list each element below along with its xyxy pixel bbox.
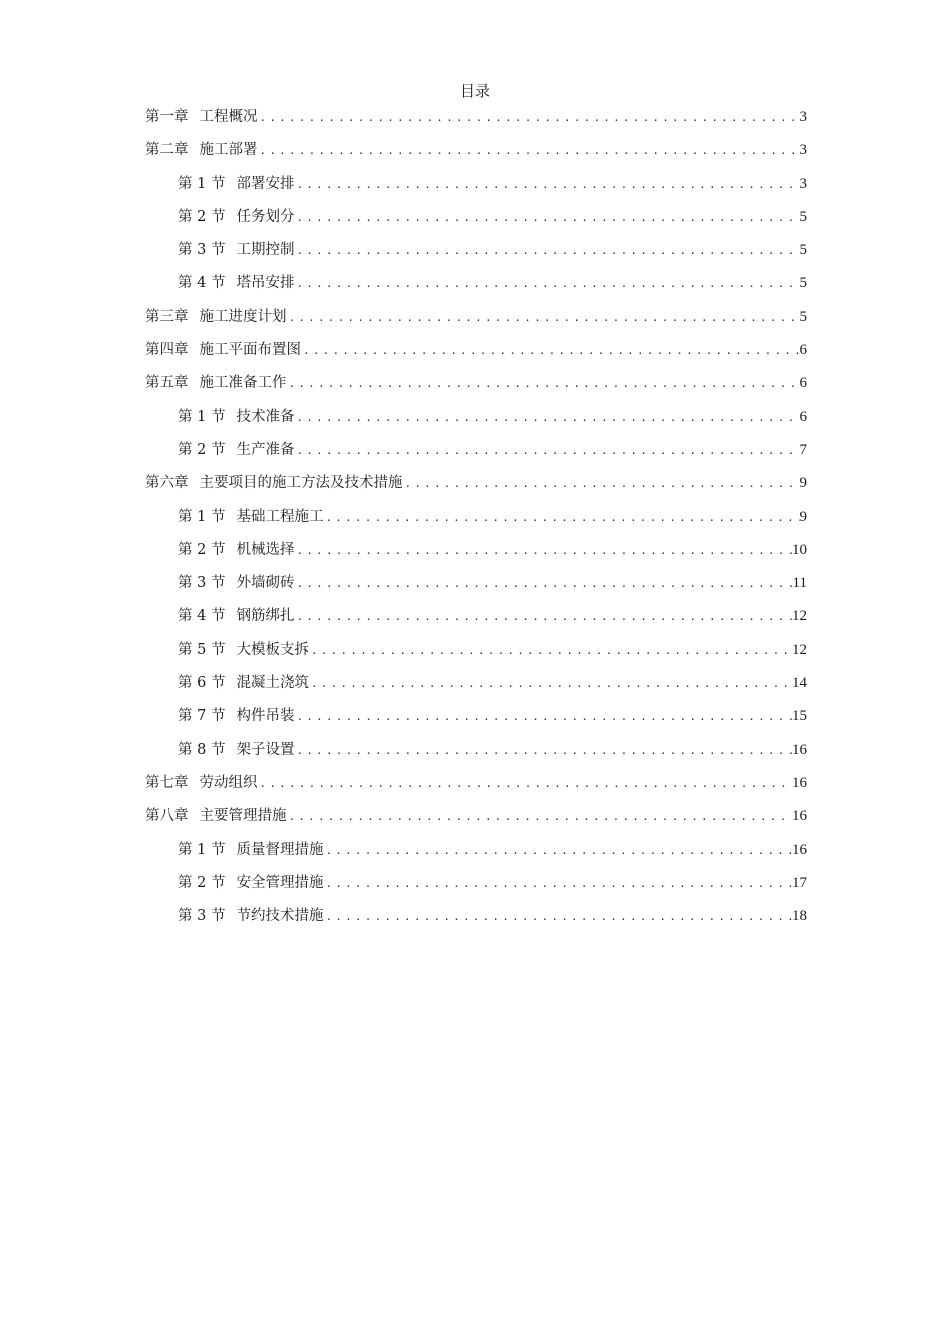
toc-page-number: 11 <box>792 575 807 592</box>
toc-entry-label: 工程概况 <box>199 109 258 125</box>
toc-entry-label: 工期控制 <box>236 242 295 259</box>
toc-section-entry[interactable] <box>145 405 807 438</box>
toc-chapter-entry[interactable] <box>145 371 807 404</box>
toc-page-number: 14 <box>792 675 807 692</box>
toc-entry-label: 主要管理措施 <box>199 808 287 825</box>
toc-entry-label: 主要项目的施工方法及技术措施 <box>199 475 403 492</box>
toc-dot-leader <box>294 571 792 596</box>
toc-dot-leader <box>287 371 800 396</box>
toc-page-number: 3 <box>799 142 807 159</box>
toc-chapter-entry[interactable] <box>145 771 807 804</box>
toc-page-number: 5 <box>799 308 807 325</box>
toc-entry-number: 第 5 节 <box>178 641 226 658</box>
toc-entry-number: 第 2 节 <box>178 208 226 225</box>
toc-dot-leader <box>309 638 792 663</box>
toc-section-entry[interactable] <box>145 738 807 771</box>
toc-entry-label: 质量督理措施 <box>236 841 324 858</box>
toc-dot-leader <box>309 671 792 696</box>
toc-entry-label: 安全管理措施 <box>236 874 324 891</box>
toc-dot-leader <box>287 305 800 330</box>
toc-page-number: 17 <box>792 874 807 891</box>
toc-dot-leader <box>294 405 799 430</box>
toc-entry-number: 第 1 节 <box>178 841 226 858</box>
toc-entry-number: 第 3 节 <box>178 908 226 925</box>
toc-entry-number: 第五章 <box>145 375 189 392</box>
toc-entry-label: 混凝土浇筑 <box>236 675 309 692</box>
toc-title: 目录 <box>459 82 490 100</box>
toc-entry-number: 第一章 <box>145 109 189 125</box>
toc-section-entry[interactable] <box>145 704 807 737</box>
toc-page-number: 10 <box>792 541 807 558</box>
toc-entry-label: 劳动组织 <box>199 774 258 791</box>
toc-entry-number: 第四章 <box>145 342 189 359</box>
toc-dot-leader <box>294 205 799 230</box>
table-of-contents <box>145 105 807 937</box>
toc-entry-label: 技术准备 <box>236 408 295 425</box>
toc-entry-label: 构件吊装 <box>236 708 295 725</box>
toc-dot-leader <box>323 871 792 896</box>
toc-entry-label: 节约技术措施 <box>236 908 324 925</box>
toc-dot-leader <box>301 338 800 363</box>
toc-page-number: 6 <box>799 342 807 359</box>
toc-dot-leader <box>294 538 792 563</box>
toc-dot-leader <box>294 172 799 197</box>
toc-entry-label: 生产准备 <box>236 441 295 458</box>
toc-dot-leader <box>294 604 792 629</box>
toc-entry-number: 第 3 节 <box>178 242 226 259</box>
toc-dot-leader <box>294 704 792 729</box>
toc-section-entry[interactable] <box>145 172 807 205</box>
toc-section-entry[interactable] <box>145 904 807 937</box>
toc-entry-number: 第七章 <box>145 774 189 791</box>
toc-page-number: 16 <box>792 774 807 791</box>
toc-entry-label: 架子设置 <box>236 741 295 758</box>
toc-entry-number: 第 2 节 <box>178 541 226 558</box>
toc-entry-label: 基础工程施工 <box>236 508 324 525</box>
toc-page-number: 5 <box>799 208 807 225</box>
toc-entry-label: 大模板支拆 <box>236 641 309 658</box>
toc-entry-number: 第 1 节 <box>178 408 226 425</box>
toc-entry-number: 第 3 节 <box>178 575 226 592</box>
toc-page-number: 6 <box>799 408 807 425</box>
toc-entry-label: 施工部署 <box>199 142 258 159</box>
toc-entry-number: 第 1 节 <box>178 175 226 192</box>
toc-section-entry[interactable] <box>145 271 807 304</box>
toc-page-number: 18 <box>792 908 807 925</box>
toc-chapter-entry[interactable] <box>145 471 807 504</box>
toc-dot-leader <box>258 138 800 163</box>
toc-entry-number: 第六章 <box>145 475 189 492</box>
toc-dot-leader <box>323 904 792 929</box>
toc-entry-label: 任务划分 <box>236 208 295 225</box>
toc-page-number: 6 <box>799 375 807 392</box>
toc-page-number: 16 <box>792 841 807 858</box>
toc-chapter-entry[interactable] <box>145 105 807 138</box>
toc-entry-label: 施工平面布置图 <box>199 342 301 359</box>
toc-dot-leader <box>258 105 800 130</box>
toc-page-number: 3 <box>799 175 807 192</box>
toc-dot-leader <box>323 505 799 530</box>
toc-section-entry[interactable] <box>145 538 807 571</box>
toc-section-entry[interactable] <box>145 438 807 471</box>
toc-entry-number: 第八章 <box>145 808 189 825</box>
toc-entry-number: 第 7 节 <box>178 708 226 725</box>
toc-section-entry[interactable] <box>145 671 807 704</box>
toc-chapter-entry[interactable] <box>145 804 807 837</box>
toc-dot-leader <box>294 238 799 263</box>
toc-entry-number: 第二章 <box>145 142 189 159</box>
toc-section-entry[interactable] <box>145 604 807 637</box>
toc-page-number: 3 <box>799 109 807 125</box>
toc-section-entry[interactable] <box>145 571 807 604</box>
toc-entry-number: 第 4 节 <box>178 608 226 625</box>
toc-entry-label: 机械选择 <box>236 541 295 558</box>
toc-entry-label: 塔吊安排 <box>236 275 295 292</box>
toc-entry-label: 部署安排 <box>236 175 295 192</box>
toc-dot-leader <box>294 738 792 763</box>
toc-chapter-entry[interactable] <box>145 305 807 338</box>
toc-section-entry[interactable] <box>145 871 807 904</box>
toc-section-entry[interactable] <box>145 205 807 238</box>
toc-page-number: 9 <box>799 508 807 525</box>
toc-chapter-entry[interactable] <box>145 138 807 171</box>
toc-entry-number: 第 6 节 <box>178 675 226 692</box>
toc-entry-number: 第三章 <box>145 308 189 325</box>
toc-page-number: 7 <box>799 441 807 458</box>
toc-page-number: 5 <box>799 275 807 292</box>
toc-section-entry[interactable] <box>145 505 807 538</box>
toc-page-number: 12 <box>792 608 807 625</box>
toc-dot-leader <box>258 771 793 796</box>
toc-entry-number: 第 2 节 <box>178 441 226 458</box>
toc-dot-leader <box>287 804 793 829</box>
toc-section-entry[interactable] <box>145 638 807 671</box>
toc-dot-leader <box>294 438 799 463</box>
toc-entry-number: 第 8 节 <box>178 741 226 758</box>
toc-entry-label: 钢筋绑扎 <box>236 608 295 625</box>
toc-page-number: 5 <box>799 242 807 259</box>
toc-page-number: 12 <box>792 641 807 658</box>
toc-entry-label: 施工准备工作 <box>199 375 287 392</box>
toc-entry-number: 第 4 节 <box>178 275 226 292</box>
toc-page-number: 16 <box>792 741 807 758</box>
toc-section-entry[interactable] <box>145 838 807 871</box>
toc-dot-leader <box>294 271 799 296</box>
toc-entry-label: 施工进度计划 <box>199 308 287 325</box>
toc-entry-number: 第 2 节 <box>178 874 226 891</box>
toc-chapter-entry[interactable] <box>145 338 807 371</box>
toc-section-entry[interactable] <box>145 238 807 271</box>
toc-dot-leader <box>323 838 792 863</box>
toc-page-number: 9 <box>799 475 807 492</box>
toc-entry-label: 外墙砌砖 <box>236 575 295 592</box>
toc-entry-number: 第 1 节 <box>178 508 226 525</box>
toc-dot-leader <box>403 471 800 496</box>
toc-page-number: 16 <box>792 808 807 825</box>
toc-page-number: 15 <box>792 708 807 725</box>
